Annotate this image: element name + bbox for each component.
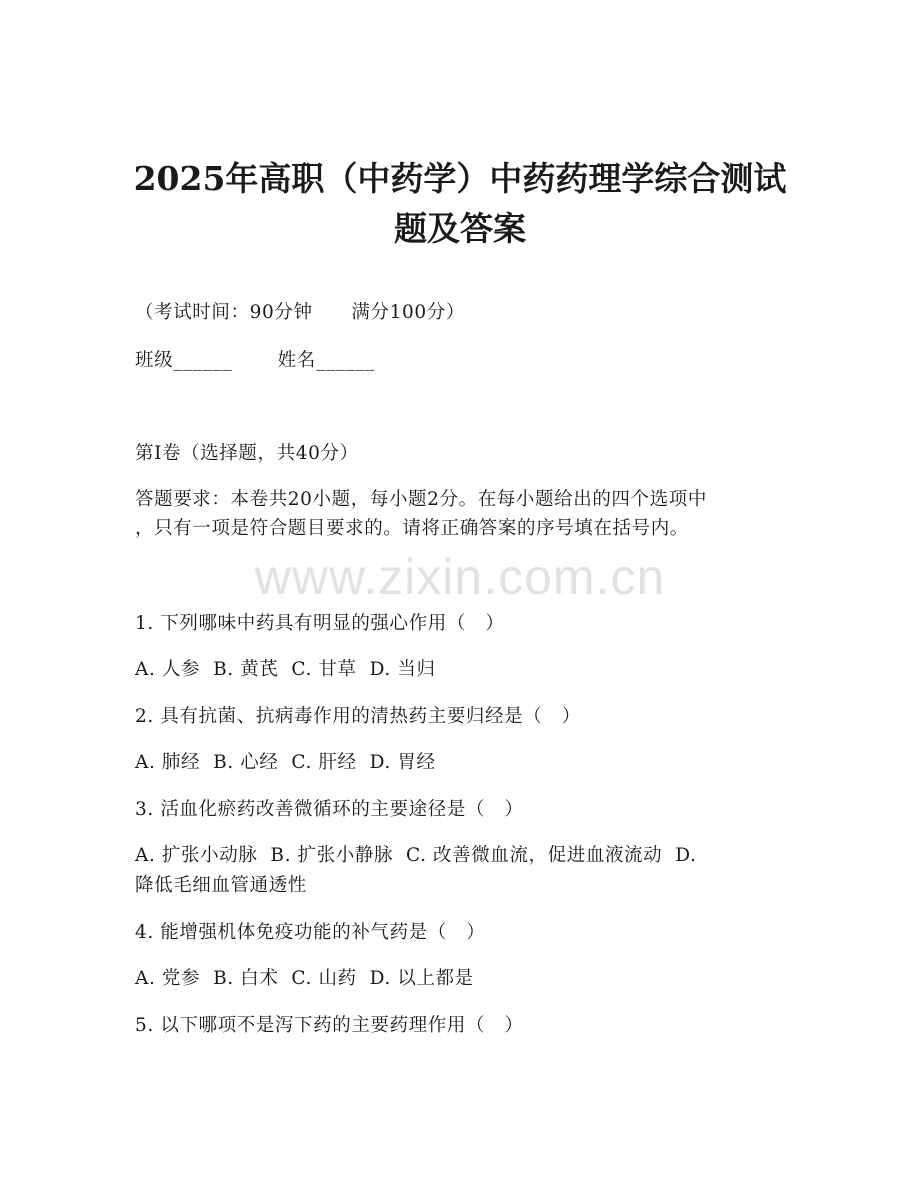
document-title-line-2: 题及答案 — [394, 209, 526, 248]
instructions-line-1: 答题要求：本卷共20小题，每小题2分。在每小题给出的四个选项中 — [135, 489, 707, 510]
question-1-stem: 1. 下列哪味中药具有明显的强心作用（ ） — [135, 613, 505, 634]
question-3-stem: 3. 活血化瘀药改善微循环的主要途径是（ ） — [135, 799, 524, 820]
exam-info: （考试时间：90分钟 满分100分） — [135, 302, 465, 323]
question-1-options: A. 人参 B. 黄芪 C. 甘草 D. 当归 — [135, 659, 436, 680]
question-2-stem: 2. 具有抗菌、抗病毒作用的清热药主要归经是（ ） — [135, 706, 581, 727]
class-name-fields: 班级______ 姓名______ — [135, 350, 375, 371]
watermark: www.zixin.com.cn — [254, 549, 666, 605]
question-3-options-line-2: 降低毛细血管通透性 — [135, 875, 307, 896]
question-2-options: A. 肺经 B. 心经 C. 肝经 D. 胃经 — [135, 752, 436, 773]
document-title-line-1: 2025年高职（中药学）中药药理学综合测试 — [133, 159, 787, 198]
question-5-stem: 5. 以下哪项不是泻下药的主要药理作用（ ） — [135, 1015, 524, 1036]
question-4-stem: 4. 能增强机体免疫功能的补气药是（ ） — [135, 922, 486, 943]
instructions-line-2: ，只有一项是符合题目要求的。请将正确答案的序号填在括号内。 — [135, 518, 689, 539]
question-4-options: A. 党参 B. 白术 C. 山药 D. 以上都是 — [135, 968, 474, 989]
question-3-options-line-1: A. 扩张小动脉 B. 扩张小静脉 C. 改善微血流，促进血液流动 D. — [135, 845, 697, 866]
section-heading: 第I卷（选择题，共40分） — [135, 443, 359, 464]
